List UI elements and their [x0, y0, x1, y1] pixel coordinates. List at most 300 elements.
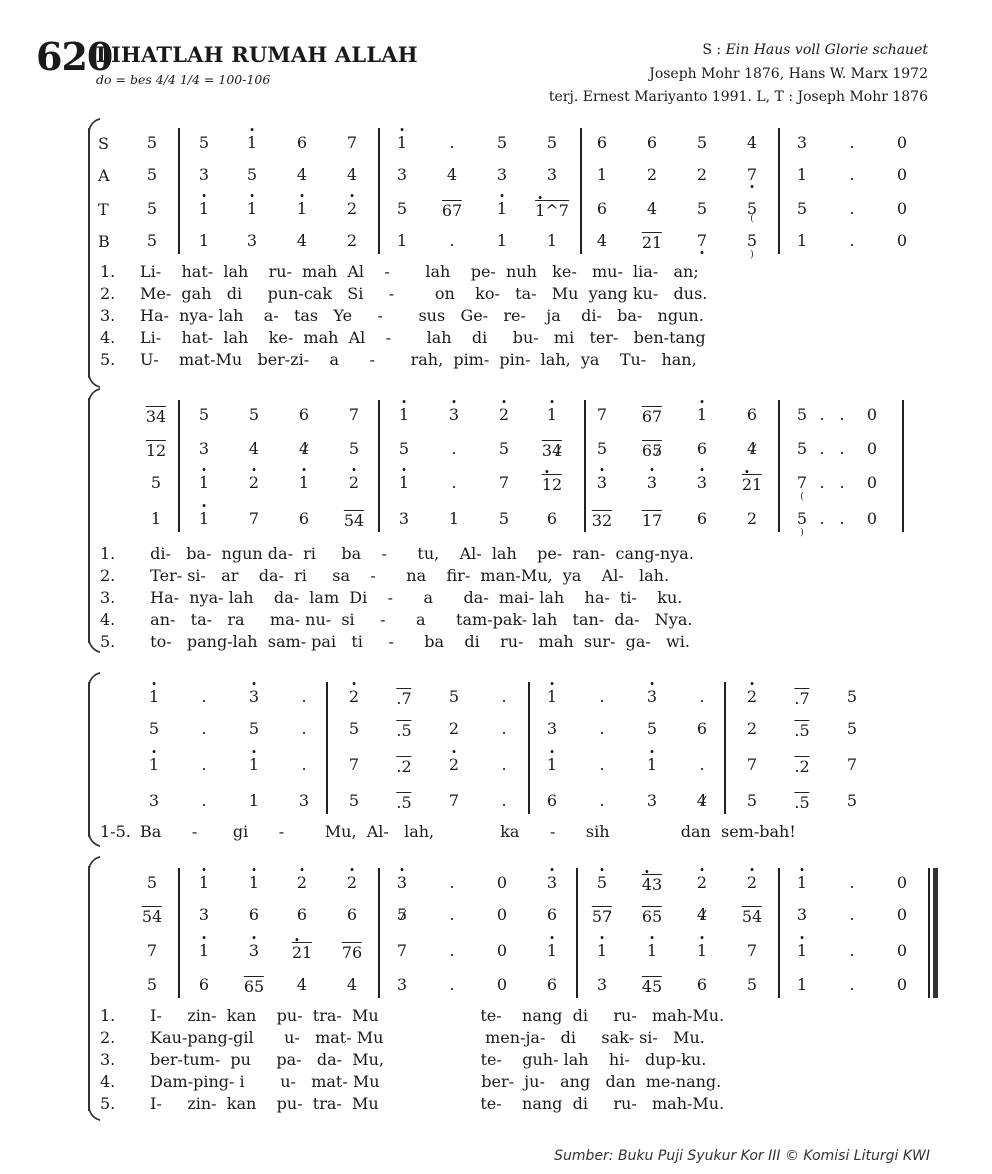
system-brace: [88, 866, 98, 1111]
note: 0: [866, 473, 878, 492]
note: 5: [498, 439, 510, 458]
note: .: [201, 791, 207, 810]
note: 1 ·: [247, 134, 257, 152]
verse-number: 2.: [100, 566, 116, 585]
note: 0: [896, 941, 908, 960]
system-brace: [88, 128, 98, 378]
note: 1 ·: [297, 200, 307, 218]
note: 4: [248, 439, 260, 458]
lyric-text: U- mat-Mu ber-zi- a - rah, pim- pin- lah, ya Tu- han,: [140, 350, 697, 369]
note: 7: [846, 755, 858, 774]
system-brace: [88, 398, 98, 643]
note: 5: [248, 719, 260, 738]
note: .: [501, 791, 507, 810]
note: 5 /: [397, 906, 407, 924]
note: 1 ·: [249, 874, 259, 892]
note: .: [819, 473, 825, 492]
note: 2 ·: [449, 756, 459, 774]
note: 7: [348, 405, 360, 424]
verse-number: 2.: [100, 284, 116, 303]
note: 7: [448, 791, 460, 810]
note: 0: [896, 199, 908, 218]
note: 32: [591, 511, 613, 530]
source-title: Ein Haus voll Glorie schauet: [725, 42, 928, 58]
note: 2: [346, 231, 358, 250]
system-brace: [88, 682, 98, 837]
note: 5: [498, 509, 510, 528]
note: 7: [248, 509, 260, 528]
note: 5: [846, 791, 858, 810]
note: 1: [198, 231, 210, 250]
note: 2 ·1: [292, 942, 312, 962]
barline: [178, 400, 180, 532]
note: 4: [746, 133, 758, 152]
voice-label: T: [98, 200, 109, 219]
note: .5: [794, 721, 810, 740]
verse-number: 4.: [100, 328, 116, 347]
note: 65: [641, 907, 663, 926]
note: 2: [646, 165, 658, 184]
note: 3: [396, 165, 408, 184]
verse-number: 5.: [100, 1094, 116, 1113]
note: 2: [746, 509, 758, 528]
note: 1: [396, 231, 408, 250]
barline: [576, 868, 578, 998]
note: 0: [896, 165, 908, 184]
note: 6: [696, 719, 708, 738]
voice-label: B: [98, 232, 110, 251]
note: 67: [441, 201, 463, 220]
note: 6: [596, 199, 608, 218]
note: 7: [348, 755, 360, 774]
note: 1 ·: [249, 756, 259, 774]
lyric-line: [100, 1050, 706, 1069]
note: 3 ·: [647, 688, 657, 706]
note: 65 /: [642, 440, 662, 460]
note: .5: [794, 793, 810, 812]
verse-number: 5.: [100, 350, 116, 369]
lyric-line: [100, 1094, 724, 1113]
note: 5: [496, 133, 508, 152]
lyric-line: [100, 350, 697, 369]
note: 1 ·: [697, 942, 707, 960]
note: 5: [696, 133, 708, 152]
note: 6: [346, 905, 358, 924]
note: 1 ·: [547, 756, 557, 774]
note: 3: [198, 905, 210, 924]
note: 5: [348, 439, 360, 458]
note: 0: [896, 873, 908, 892]
lyric-text: an- ta- ra ma- nu- si - a tam-pak- lah tan- da- Nya.: [140, 610, 693, 629]
note: 3: [546, 165, 558, 184]
note: 6: [596, 133, 608, 152]
lyric-text: Dam-ping- i u- mat- Mu ber- ju- ang dan me-nang.: [140, 1072, 722, 1091]
note: .: [699, 755, 705, 774]
note: 5: [148, 719, 160, 738]
note: 5: [846, 719, 858, 738]
note: .: [849, 941, 855, 960]
note: 1 ·: [399, 406, 409, 424]
note: 2: [746, 719, 758, 738]
note: .: [201, 687, 207, 706]
barline: [724, 682, 726, 814]
translation-credit: terj. Ernest Mariyanto 1991. L, T : Joseph Mohr 1876: [548, 89, 928, 105]
note: 7: [746, 755, 758, 774]
note: .: [849, 231, 855, 250]
note: 2 ·: [347, 874, 357, 892]
note: 3: [398, 509, 410, 528]
note: 3 ·: [249, 942, 259, 960]
note: 1 ·: [547, 942, 557, 960]
note: 5: [146, 873, 158, 892]
lyric-text: Ha- nya- lah a- tas Ye - sus Ge- re- ja di- ba- ngun.: [140, 306, 704, 325]
note: 6: [646, 133, 658, 152]
footer-source: Sumber: Buku Puji Syukur Kor III © Komisi Liturgi KWI: [554, 1148, 930, 1164]
note: .: [599, 791, 605, 810]
note: 6: [198, 975, 210, 994]
note: 3: [646, 791, 658, 810]
note: 4 ·3: [642, 874, 662, 894]
note: 1 ·: [597, 942, 607, 960]
note: 0: [496, 873, 508, 892]
note: 1 ·: [199, 874, 209, 892]
note: 5: [696, 199, 708, 218]
note: 5 ( . ): [797, 510, 807, 528]
note: .: [849, 975, 855, 994]
note: 5: [596, 439, 608, 458]
note: 5: [646, 719, 658, 738]
barline: [378, 128, 380, 254]
note: 4 /: [299, 440, 309, 458]
lyric-line: [100, 588, 682, 607]
note: .: [839, 473, 845, 492]
voice-label: S: [98, 134, 109, 153]
note: 0: [496, 905, 508, 924]
note: 2: [696, 165, 708, 184]
note: 7: [796, 473, 808, 492]
note: .2: [794, 757, 810, 776]
note: 1 ·: [299, 474, 309, 492]
note: 1 ·: [647, 756, 657, 774]
note: .: [501, 755, 507, 774]
note: 1 ·: [399, 474, 409, 492]
note: 3: [396, 975, 408, 994]
note: 5: [796, 439, 808, 458]
verse-number: 1-5.: [100, 822, 131, 841]
lyric-text: I- zin- kan pu- tra- Mu te- nang di ru- mah-Mu.: [140, 1094, 725, 1113]
verse-number: 3.: [100, 588, 116, 607]
note: .: [201, 755, 207, 774]
note: 0: [866, 509, 878, 528]
note: 1: [496, 231, 508, 250]
lyric-line: [100, 610, 692, 629]
lyric-text: Ba - gi - Mu, Al- lah, ka - sih dan sem-bah!: [140, 822, 796, 841]
note: 3: [198, 439, 210, 458]
note: 5: [398, 439, 410, 458]
verse-number: 2.: [100, 1028, 116, 1047]
note: 3 ·: [697, 474, 707, 492]
note: 4: [446, 165, 458, 184]
note: 1: [596, 165, 608, 184]
barline: [178, 128, 180, 254]
note: 1: [546, 231, 558, 250]
note: 0: [496, 941, 508, 960]
note: .: [449, 975, 455, 994]
note: 3: [198, 165, 210, 184]
note: .5: [396, 793, 412, 812]
note: 5: [150, 473, 162, 492]
key-tempo: do = bes 4/4 1/4 = 100-106: [96, 72, 271, 87]
note: .: [849, 199, 855, 218]
lyric-line: [100, 284, 707, 303]
lyric-line: [100, 822, 796, 841]
note: 65: [243, 977, 265, 996]
note: .: [839, 405, 845, 424]
note: 5: [198, 133, 210, 152]
note: 2 ·: [499, 406, 509, 424]
note: 3: [246, 231, 258, 250]
note: 1 ·: [397, 134, 407, 152]
note: 1: [796, 165, 808, 184]
note: 1: [448, 509, 460, 528]
note: 57 /: [592, 906, 612, 926]
note: 5: [146, 975, 158, 994]
note: .: [849, 133, 855, 152]
barline: [778, 400, 780, 532]
note: 1: [150, 509, 162, 528]
note: 5: [146, 231, 158, 250]
note: .: [819, 509, 825, 528]
lyric-line: [100, 1028, 705, 1047]
note: 3: [546, 719, 558, 738]
note: .: [301, 719, 307, 738]
lyric-line: [100, 566, 669, 585]
verse-number: 3.: [100, 306, 116, 325]
note: 3: [796, 133, 808, 152]
lyric-text: to- pang-lah sam- pai ti - ba di ru- mah sur- ga- wi.: [140, 632, 690, 651]
verse-number: 4.: [100, 610, 116, 629]
note: 2 ·: [249, 474, 259, 492]
note: 3: [596, 975, 608, 994]
note: 3 ·: [547, 874, 557, 892]
note: 12: [145, 441, 167, 460]
note: 67: [641, 407, 663, 426]
note: .5: [396, 721, 412, 740]
note: 1 ·: [199, 942, 209, 960]
note: 54: [141, 907, 163, 926]
note: .: [501, 719, 507, 738]
note: 1 ·: [497, 200, 507, 218]
note: .: [451, 473, 457, 492]
note: .7: [794, 689, 810, 708]
note: 0: [866, 439, 878, 458]
note: 1 ·: [547, 688, 557, 706]
verse-number: 3.: [100, 1050, 116, 1069]
lyric-text: Kau-pang-gil u- mat- Mu men-ja- di sak- si- Mu.: [140, 1028, 705, 1047]
note: 7: [396, 941, 408, 960]
note: .: [839, 509, 845, 528]
note: 0: [896, 231, 908, 250]
note: 5: [348, 719, 360, 738]
note: .: [599, 755, 605, 774]
hymn-number: 620: [36, 34, 113, 79]
note: 5: [198, 405, 210, 424]
note: 6: [546, 975, 558, 994]
hymn-title: LIHATLAH RUMAH ALLAH: [96, 42, 418, 67]
note: 3: [298, 791, 310, 810]
note: 4: [296, 165, 308, 184]
final-barline-thick: [933, 868, 938, 998]
barline: [378, 400, 380, 532]
note: 2 ·: [747, 688, 757, 706]
note: 1: [248, 791, 260, 810]
note: 6: [546, 905, 558, 924]
verse-number: 1.: [100, 1006, 116, 1025]
note: 6: [696, 975, 708, 994]
lyric-text: di- ba- ngun da- ri ba - tu, Al- lah pe- ran- cang-nya.: [140, 544, 694, 563]
note: 5: [348, 791, 360, 810]
note: 4: [296, 975, 308, 994]
note: 6: [546, 509, 558, 528]
note: 1 ·: [149, 756, 159, 774]
barline: [584, 400, 586, 532]
note: 2 ·: [297, 874, 307, 892]
note: 7 ·: [747, 166, 757, 184]
note: .7: [396, 689, 412, 708]
note: .: [449, 231, 455, 250]
note: 6: [296, 905, 308, 924]
note: 1 ·: [199, 510, 209, 528]
note: 5: [746, 199, 758, 218]
lyric-line: [100, 328, 706, 347]
note: 3: [496, 165, 508, 184]
note: .: [819, 439, 825, 458]
note: 5: [146, 133, 158, 152]
lyric-line: [100, 262, 699, 281]
verse-number: 4.: [100, 1072, 116, 1091]
note: .: [201, 719, 207, 738]
note: .: [451, 439, 457, 458]
note: .: [819, 405, 825, 424]
note: 5: [248, 405, 260, 424]
note: 6: [248, 905, 260, 924]
note: 0: [896, 133, 908, 152]
note: 1: [796, 231, 808, 250]
note: 54: [343, 511, 365, 530]
note: 5: [448, 687, 460, 706]
note: 5: [796, 405, 808, 424]
note: 4: [346, 975, 358, 994]
note: 5: [146, 199, 158, 218]
note: 76: [341, 943, 363, 962]
note: .: [849, 873, 855, 892]
note: 45: [641, 977, 663, 996]
lyric-line: [100, 544, 694, 563]
note: 6: [746, 405, 758, 424]
note: .: [449, 905, 455, 924]
note: 4 /: [697, 906, 707, 924]
barline: [580, 128, 582, 254]
note: 5: [746, 975, 758, 994]
note: 1 ·: [797, 942, 807, 960]
note: 34: [145, 407, 167, 426]
note: 1 ·: [647, 942, 657, 960]
note: 1 ·: [199, 474, 209, 492]
note: 1 ·^7: [535, 200, 569, 220]
lyric-text: ber-tum- pu pa- da- Mu, te- guh- lah hi- dup-ku.: [140, 1050, 707, 1069]
note: 4 /: [747, 440, 757, 458]
barline: [778, 128, 780, 254]
note: 7: [746, 941, 758, 960]
verse-number: 5.: [100, 632, 116, 651]
lyric-text: Li- hat- lah ke- mah Al - lah di bu- mi ter- ben-tang: [140, 328, 706, 347]
note: 0: [866, 405, 878, 424]
note: .: [449, 941, 455, 960]
barline: [902, 400, 904, 532]
note: 5: [146, 165, 158, 184]
note: 4: [296, 231, 308, 250]
note: 3 ·: [449, 406, 459, 424]
note: 4: [596, 231, 608, 250]
note: .: [849, 165, 855, 184]
barline: [378, 868, 380, 998]
lyric-text: Li- hat- lah ru- mah Al - lah pe- nuh ke- mu- lia- an;: [140, 262, 699, 281]
note: 4: [346, 165, 358, 184]
note: 6: [298, 509, 310, 528]
note: .: [849, 905, 855, 924]
note: 17: [641, 511, 663, 530]
note: 6: [296, 133, 308, 152]
note: 6: [546, 791, 558, 810]
lyric-text: Me- gah di pun-cak Si - on ko- ta- Mu yang ku- dus.: [140, 284, 708, 303]
note: 6: [696, 509, 708, 528]
note: .: [699, 687, 705, 706]
source-credit: [702, 42, 928, 58]
note: 5: [396, 199, 408, 218]
note: 2 ·: [349, 474, 359, 492]
note: 3 ·: [597, 474, 607, 492]
note: 2 ·: [347, 200, 357, 218]
note: .: [449, 133, 455, 152]
note: 6: [298, 405, 310, 424]
note: 3 ·: [397, 874, 407, 892]
lyric-text: Ter- si- ar da- ri sa - na fir- man-Mu, ya Al- lah.: [140, 566, 670, 585]
note: 1 ·: [199, 200, 209, 218]
note: 5: [796, 199, 808, 218]
note: 7: [146, 941, 158, 960]
composer-credit: Joseph Mohr 1876, Hans W. Marx 1972: [649, 66, 928, 82]
note: 7: [596, 405, 608, 424]
note: 2 ·1: [742, 474, 762, 494]
note: 3 ·: [249, 688, 259, 706]
lyric-line: [100, 632, 690, 651]
barline: [528, 682, 530, 814]
note: .: [599, 719, 605, 738]
barline: [178, 868, 180, 998]
note: 2 ·: [349, 688, 359, 706]
note: .: [599, 687, 605, 706]
note: .: [839, 439, 845, 458]
note: 0: [496, 975, 508, 994]
note: 54: [741, 907, 763, 926]
verse-number: 1.: [100, 544, 116, 563]
note: 4 /: [697, 792, 707, 810]
note: 5: [246, 165, 258, 184]
note: 5: [846, 687, 858, 706]
verse-number: 1.: [100, 262, 116, 281]
note: 4: [646, 199, 658, 218]
note: .: [501, 687, 507, 706]
